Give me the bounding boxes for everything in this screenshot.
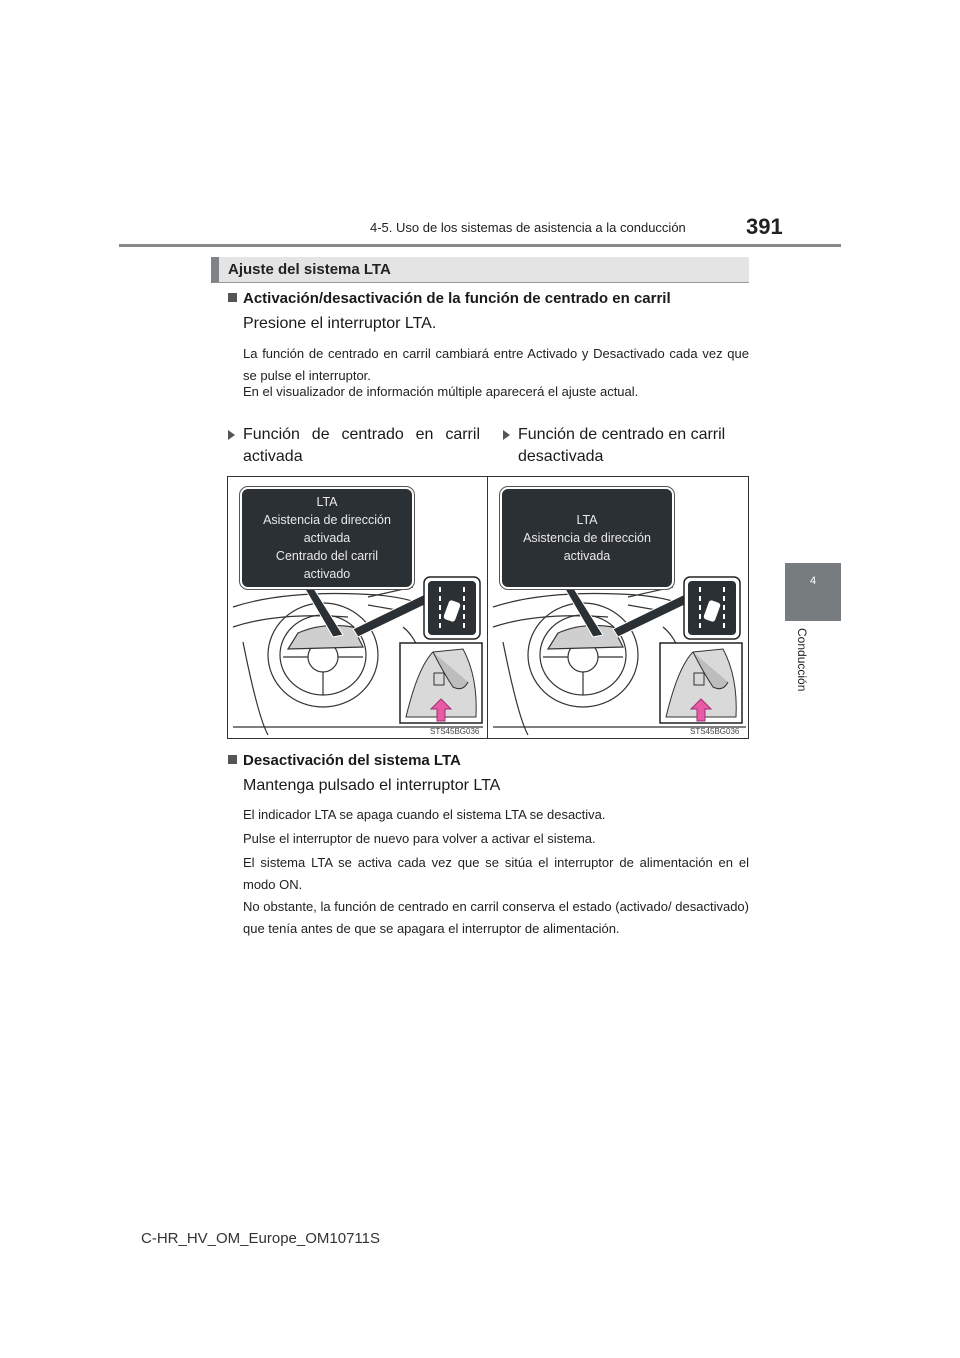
- subsection-heading-text: Desactivación del sistema LTA: [243, 752, 461, 769]
- instruction: Mantenga pulsado el interruptor LTA: [243, 777, 501, 794]
- figure-caption-left: [228, 424, 480, 468]
- paragraph: El indicador LTA se apaga cuando el sistema LTA se desactiva.: [243, 807, 606, 822]
- section-title: Ajuste del sistema LTA: [228, 261, 391, 278]
- chapter-number: 4: [809, 575, 817, 587]
- chapter-label-text: Conducción: [795, 628, 809, 692]
- illustration-panel-right: [487, 477, 748, 738]
- display-line: activado: [303, 567, 351, 581]
- illustration-figure: [227, 476, 749, 739]
- chapter-label: [795, 628, 815, 728]
- subsection-heading: [228, 752, 461, 769]
- figure-code: STS45BG036: [690, 727, 740, 736]
- square-bullet-icon: [228, 755, 237, 764]
- caption-left-text: Función de centrado en carril activada: [243, 426, 480, 465]
- caption-right-text: Función de centrado en carril desactivada: [518, 426, 726, 465]
- triangle-bullet-icon: [228, 430, 235, 440]
- page-number: 391: [746, 214, 783, 239]
- display-line: Asistencia de dirección: [263, 513, 391, 527]
- triangle-bullet-icon: [503, 430, 510, 440]
- display-line: Asistencia de dirección: [523, 531, 651, 545]
- figure-caption-right: [503, 424, 749, 468]
- illustration-panel-left: [228, 477, 488, 738]
- display-line: LTA: [576, 513, 598, 527]
- info-display-bubble-right: [500, 487, 674, 589]
- subsection-heading: [228, 290, 671, 307]
- section-header: 4-5. Uso de los sistemas de asistencia a la conducción: [370, 220, 686, 235]
- display-line: activada: [563, 549, 611, 563]
- display-line: activada: [303, 531, 351, 545]
- display-line: Centrado del carril: [275, 549, 379, 563]
- document-id: C-HR_HV_OM_Europe_OM10711S: [141, 1230, 380, 1247]
- display-line: LTA: [316, 495, 338, 509]
- chapter-tab: [785, 563, 841, 621]
- subsection-heading-text: Activación/desactivación de la función de centrado en carril: [243, 290, 671, 307]
- figure-code: STS45BG036: [430, 727, 480, 736]
- header-rule: [119, 244, 841, 247]
- paragraph: La función de centrado en carril cambiará entre Activado y Desactivado cada vez que se pulse el interruptor.: [243, 346, 749, 383]
- section-heading-bar: [211, 257, 749, 283]
- instruction: Presione el interruptor LTA.: [243, 315, 437, 332]
- square-bullet-icon: [228, 293, 237, 302]
- paragraph: En el visualizador de información múltiple aparecerá el ajuste actual.: [243, 384, 639, 399]
- paragraph: Pulse el interruptor de nuevo para volver a activar el sistema.: [243, 831, 596, 846]
- info-display-bubble-left: [240, 487, 414, 589]
- paragraph: El sistema LTA se activa cada vez que se sitúa el interruptor de alimentación en el modo ON.: [243, 855, 749, 892]
- paragraph: No obstante, la función de centrado en carril conserva el estado (activado/ desactivado) que tenía antes de que se apagara el interruptor de alimentación.: [243, 899, 749, 936]
